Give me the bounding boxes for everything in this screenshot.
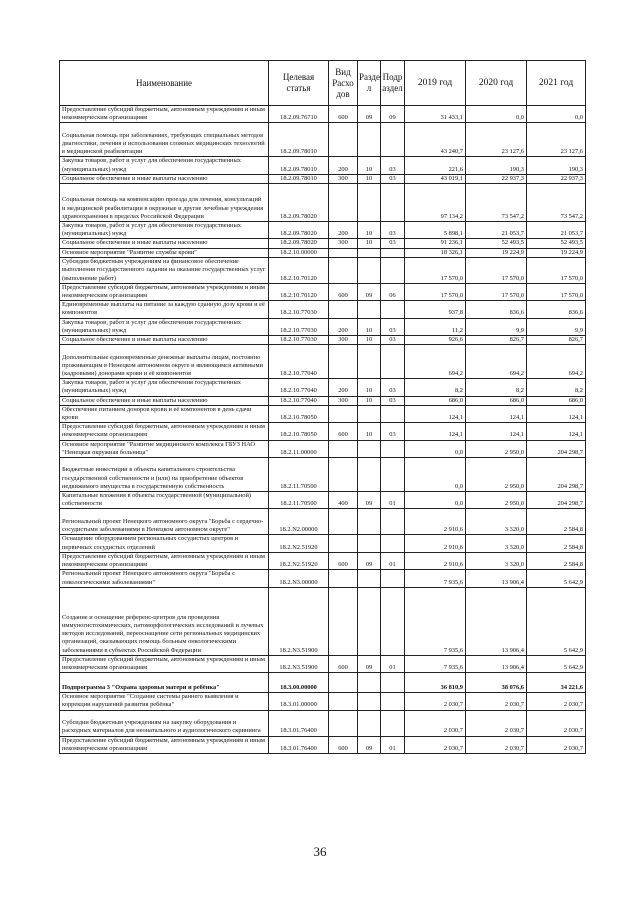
row-name: Предоставление субсидий бюджетным, автономным учреждениям и иным некоммерческим организациям [60, 655, 269, 672]
subsection [381, 440, 405, 457]
table-row [60, 222, 586, 239]
table-row [60, 336, 586, 345]
expense-type: 600 [329, 552, 358, 569]
table-row [60, 423, 586, 440]
amount-2020: 52 493,5 [466, 239, 527, 248]
section: 09 [358, 655, 381, 672]
amount-2019: 686,0 [405, 396, 466, 405]
amount-2019: 2 910,6 [405, 552, 466, 569]
subsection [381, 123, 405, 157]
section: 10 [358, 318, 381, 335]
amount-2021: 204 298,7 [527, 440, 586, 457]
amount-2021: 694,2 [527, 345, 586, 379]
target-article: 18.2.11.70500 [269, 458, 329, 492]
table-row [60, 736, 586, 753]
target-article: 18.2.09.78010 [269, 123, 329, 157]
amount-2020: 23 127,6 [466, 123, 527, 157]
row-name: Предоставление субсидий бюджетным, автономным учреждениям и иным некоммерческим организациям [60, 736, 269, 753]
section [358, 301, 381, 318]
row-name: Дополнительные единовременные денежные выплаты лицам, постоянно проживающим в Ненецком автономном округе и являющимся активными (кадровыми) донорами крови и её компонентов [60, 345, 269, 379]
amount-2021: 17 570,0 [527, 257, 586, 283]
expense-type: 300 [329, 336, 358, 345]
amount-2019: 7 935,6 [405, 655, 466, 672]
target-article: 18.2.10.70120 [269, 283, 329, 300]
expense-type [329, 405, 358, 422]
table-row [60, 283, 586, 300]
expense-type: 300 [329, 239, 358, 248]
amount-2021: 2 584,8 [527, 535, 586, 552]
amount-2019: 2 910,6 [405, 535, 466, 552]
section: 10 [358, 379, 381, 396]
section: 09 [358, 106, 381, 123]
amount-2019: 36 810,9 [405, 673, 466, 693]
row-name: Создание и оснащение референс-центров для проведения иммуногистохимических, патоморфологических исследований и лучевых методов исследований, переоснащение сети региональных медицинских организаций, оказывающих помощь больным онкологическими заболеваниями в субъектах Российской Федерации [60, 587, 269, 655]
target-article: 18.2.N2.51920 [269, 535, 329, 552]
header-name: Наименование [60, 61, 269, 106]
target-article: 18.2.09.78020 [269, 239, 329, 248]
target-article: 18.2.10.77030 [269, 301, 329, 318]
amount-2021: 2 584,8 [527, 552, 586, 569]
target-article: 18.2.10.77040 [269, 396, 329, 405]
section [358, 693, 381, 710]
amount-2021: 190,3 [527, 157, 586, 174]
subsection [381, 710, 405, 736]
section [358, 710, 381, 736]
target-article: 18.2.10.77040 [269, 345, 329, 379]
target-article: 18.3.00.00000 [269, 673, 329, 693]
expense-type: 300 [329, 396, 358, 405]
page-number: 36 [313, 844, 327, 859]
table-row [60, 710, 586, 736]
amount-2020: 9,9 [466, 318, 527, 335]
subsection: 03 [381, 239, 405, 248]
amount-2021: 836,6 [527, 301, 586, 318]
section [358, 587, 381, 655]
target-article: 18.3.01.76400 [269, 736, 329, 753]
row-name: Закупка товаров, работ и услуг для обеспечения государственных (муниципальных) нужд [60, 318, 269, 335]
subsection: 03 [381, 318, 405, 335]
amount-2019: 5 898,1 [405, 222, 466, 239]
table-row [60, 248, 586, 257]
section [358, 123, 381, 157]
amount-2019: 8,2 [405, 379, 466, 396]
amount-2020: 17 570,0 [466, 283, 527, 300]
target-article: 18.2.09.78020 [269, 222, 329, 239]
target-article: 18.2.N3.51900 [269, 587, 329, 655]
section: 10 [358, 423, 381, 440]
table-row [60, 509, 586, 535]
expense-type [329, 693, 358, 710]
subsection: 03 [381, 336, 405, 345]
expense-type [329, 509, 358, 535]
target-article: 18.2.N2.00000 [269, 509, 329, 535]
amount-2019: 0,0 [405, 440, 466, 457]
amount-2021: 23 127,6 [527, 123, 586, 157]
subsection [381, 570, 405, 587]
amount-2020: 826,7 [466, 336, 527, 345]
amount-2019: 17 570,0 [405, 283, 466, 300]
amount-2021: 686,0 [527, 396, 586, 405]
subsection: 03 [381, 174, 405, 183]
row-name: Социальное обеспечение и иные выплаты населению [60, 174, 269, 183]
table-row [60, 123, 586, 157]
expense-type [329, 440, 358, 457]
amount-2020: 13 906,4 [466, 655, 527, 672]
expense-type [329, 301, 358, 318]
target-article: 18.3.01.76400 [269, 710, 329, 736]
section: 09 [358, 283, 381, 300]
row-name: Подпрограмма 3 "Охрана здоровья матери и ребёнка" [60, 673, 269, 693]
amount-2019: 124,1 [405, 405, 466, 422]
row-name: Предоставление субсидий бюджетным, автономным учреждениям и иным некоммерческим организациям [60, 283, 269, 300]
expense-type [329, 248, 358, 257]
expense-type: 600 [329, 283, 358, 300]
amount-2020: 8,2 [466, 379, 527, 396]
row-name: Единовременные выплаты на питание за каждую сданную дозу крови и её компонентов [60, 301, 269, 318]
row-name: Социальное обеспечение и иные выплаты населению [60, 239, 269, 248]
subsection: 03 [381, 222, 405, 239]
table-row [60, 693, 586, 710]
table-row [60, 570, 586, 587]
amount-2021: 5 642,9 [527, 570, 586, 587]
row-name: Социальная помощь при заболеваниях, требующих специальных методов диагностики, лечения и использования сложных медицинских технологий в медицинской реабилитации [60, 123, 269, 157]
amount-2020: 2 030,7 [466, 736, 527, 753]
subsection: 03 [381, 423, 405, 440]
amount-2019: 31 433,1 [405, 106, 466, 123]
expense-type: 200 [329, 318, 358, 335]
amount-2019: 694,2 [405, 345, 466, 379]
subsection [381, 301, 405, 318]
amount-2020: 21 053,7 [466, 222, 527, 239]
subsection [381, 248, 405, 257]
row-name: Капитальные вложения в объекты государственной (муниципальной) собственности [60, 492, 269, 509]
table-row [60, 587, 586, 655]
row-name: Закупка товаров, работ и услуг для обеспечения государственных (муниципальных) нужд [60, 157, 269, 174]
section [358, 248, 381, 257]
target-article: 18.2.N2.51920 [269, 552, 329, 569]
header-expense-type: Вид Расхо дов [329, 61, 358, 106]
target-article: 18.2.10.70120 [269, 257, 329, 283]
row-name: Субсидии бюджетным учреждениям на финансовое обеспечение выполнения государственного задания на оказание государственных услуг (выполнение работ) [60, 257, 269, 283]
row-name: Социальная помощь на компенсацию проезда для лечения, консультаций и медицинской реабилитации в окружные и другие лечебные учреждения здравоохранения в пределах Российской Федерации [60, 184, 269, 222]
amount-2021: 204 298,7 [527, 458, 586, 492]
amount-2019: 926,6 [405, 336, 466, 345]
expense-type: 300 [329, 174, 358, 183]
section: 09 [358, 492, 381, 509]
subsection [381, 405, 405, 422]
row-name: Предоставление субсидий бюджетным, автономным учреждениям и иным некоммерческим организациям [60, 423, 269, 440]
expense-type [329, 257, 358, 283]
subsection: 03 [381, 379, 405, 396]
target-article: 18.2.09.76710 [269, 106, 329, 123]
amount-2020: 2 030,7 [466, 693, 527, 710]
amount-2019: 43 019,1 [405, 174, 466, 183]
expense-type: 600 [329, 423, 358, 440]
target-article: 18.2.09.78010 [269, 157, 329, 174]
table-row [60, 379, 586, 396]
amount-2019: 7 935,6 [405, 587, 466, 655]
subsection: 01 [381, 492, 405, 509]
row-name: Социальное обеспечение и иные выплаты населению [60, 396, 269, 405]
amount-2021: 124,1 [527, 405, 586, 422]
row-name: Бюджетные инвестиции в объекты капитального строительства государственной собственности и (или) на приобретение объектов недвижимого имущества в государственную собственность [60, 458, 269, 492]
target-article: 18.2.10.78050 [269, 423, 329, 440]
header-subsection: Подр аздел [381, 61, 405, 106]
amount-2020: 3 320,0 [466, 535, 527, 552]
section [358, 673, 381, 693]
amount-2019: 0,0 [405, 458, 466, 492]
row-name: Субсидии бюджетным учреждениям на закупку оборудования и расходных материалов для неонатального и аудиологического скрининга [60, 710, 269, 736]
expense-type: 200 [329, 379, 358, 396]
subsection: 01 [381, 552, 405, 569]
amount-2021: 5 642,9 [527, 655, 586, 672]
row-name: Оснащение оборудованием региональных сосудистых центров и первичных сосудистых отделений [60, 535, 269, 552]
subsection: 01 [381, 736, 405, 753]
expense-type [329, 535, 358, 552]
subsection [381, 509, 405, 535]
amount-2021: 5 642,9 [527, 587, 586, 655]
amount-2020: 190,3 [466, 157, 527, 174]
amount-2021: 34 221,6 [527, 673, 586, 693]
amount-2020: 2 950,0 [466, 492, 527, 509]
row-name: Региональный проект Ненецкого автономного округа "Борьба с онкологическими заболеваниями" [60, 570, 269, 587]
amount-2020: 17 570,0 [466, 257, 527, 283]
amount-2019: 18 326,1 [405, 248, 466, 257]
table-row [60, 257, 586, 283]
amount-2019: 97 134,2 [405, 184, 466, 222]
section: 10 [358, 157, 381, 174]
subsection [381, 345, 405, 379]
amount-2019: 2 910,6 [405, 509, 466, 535]
target-article: 18.2.N3.00000 [269, 570, 329, 587]
subsection [381, 693, 405, 710]
section [358, 509, 381, 535]
row-name: Обеспечение питанием доноров крови и её компонентов в день сдачи крови [60, 405, 269, 422]
amount-2021: 17 570,0 [527, 283, 586, 300]
subsection: 03 [381, 396, 405, 405]
row-name: Закупка товаров, работ и услуг для обеспечения государственных (муниципальных) нужд [60, 379, 269, 396]
amount-2020: 124,1 [466, 423, 527, 440]
table-row [60, 301, 586, 318]
row-name: Предоставление субсидий бюджетным, автономным учреждениям и иным некоммерческим организациям [60, 552, 269, 569]
table-row [60, 440, 586, 457]
amount-2021: 21 053,7 [527, 222, 586, 239]
section [358, 184, 381, 222]
header-section: Разде л [358, 61, 381, 106]
section [358, 345, 381, 379]
amount-2019: 17 570,0 [405, 257, 466, 283]
amount-2019: 2 030,7 [405, 693, 466, 710]
table-row [60, 174, 586, 183]
amount-2020: 13 906,4 [466, 570, 527, 587]
amount-2019: 43 240,7 [405, 123, 466, 157]
table-row [60, 345, 586, 379]
section [358, 440, 381, 457]
row-name: Основное мероприятие "Развитие медицинского комплекса ГБУЗ НАО "Ненецкая окружная больница" [60, 440, 269, 457]
target-article: 18.2.10.77030 [269, 318, 329, 335]
amount-2020: 38 076,6 [466, 673, 527, 693]
header-year-2021: 2021 год [527, 61, 586, 106]
section: 10 [358, 222, 381, 239]
amount-2019: 124,1 [405, 423, 466, 440]
amount-2019: 7 935,6 [405, 570, 466, 587]
amount-2021: 22 937,3 [527, 174, 586, 183]
expense-type [329, 673, 358, 693]
header-target-article: Целевая статья [269, 61, 329, 106]
table-row [60, 106, 586, 123]
amount-2021: 0,0 [527, 106, 586, 123]
amount-2020: 836,6 [466, 301, 527, 318]
amount-2021: 2 030,7 [527, 710, 586, 736]
amount-2019: 0,0 [405, 492, 466, 509]
expense-type: 600 [329, 736, 358, 753]
expense-type [329, 184, 358, 222]
amount-2020: 73 547,2 [466, 184, 527, 222]
amount-2020: 3 320,0 [466, 552, 527, 569]
subsection [381, 458, 405, 492]
subsection [381, 535, 405, 552]
amount-2021: 2 584,8 [527, 509, 586, 535]
expense-type: 600 [329, 106, 358, 123]
section: 10 [358, 239, 381, 248]
expense-type: 400 [329, 492, 358, 509]
subsection [381, 587, 405, 655]
table-header-row [60, 61, 586, 106]
table-row [60, 655, 586, 672]
target-article: 18.2.11.00000 [269, 440, 329, 457]
target-article: 18.2.10.77040 [269, 379, 329, 396]
section: 10 [358, 396, 381, 405]
header-year-2019: 2019 год [405, 61, 466, 106]
expense-type [329, 570, 358, 587]
amount-2019: 937,8 [405, 301, 466, 318]
amount-2019: 11,2 [405, 318, 466, 335]
target-article: 18.2.10.78050 [269, 405, 329, 422]
row-name: Закупка товаров, работ и услуг для обеспечения государственных (муниципальных) нужд [60, 222, 269, 239]
amount-2020: 2 950,0 [466, 458, 527, 492]
amount-2020: 0,0 [466, 106, 527, 123]
row-name: Основное мероприятие "Создание системы раннего выявления и коррекции нарушений развития ребёнка" [60, 693, 269, 710]
table-row [60, 405, 586, 422]
row-name: Социальное обеспечение и иные выплаты населению [60, 336, 269, 345]
amount-2021: 19 224,9 [527, 248, 586, 257]
row-name: Предоставление субсидий бюджетным, автономным учреждениям и иным некоммерческим организациям [60, 106, 269, 123]
target-article: 18.3.01.00000 [269, 693, 329, 710]
subsection: 09 [381, 106, 405, 123]
expense-type [329, 458, 358, 492]
table-row [60, 535, 586, 552]
table-row [60, 458, 586, 492]
subsection: 03 [381, 157, 405, 174]
section: 09 [358, 736, 381, 753]
amount-2020: 2 950,0 [466, 440, 527, 457]
subsection [381, 673, 405, 693]
subsection: 06 [381, 283, 405, 300]
target-article: 18.2.N3.51900 [269, 655, 329, 672]
amount-2021: 204 298,7 [527, 492, 586, 509]
section [358, 458, 381, 492]
table-body [60, 106, 586, 754]
section: 10 [358, 336, 381, 345]
amount-2021: 2 030,7 [527, 736, 586, 753]
table-row [60, 673, 586, 693]
amount-2019: 2 030,7 [405, 710, 466, 736]
target-article: 18.2.09.78020 [269, 184, 329, 222]
amount-2020: 22 937,3 [466, 174, 527, 183]
amount-2020: 19 224,9 [466, 248, 527, 257]
amount-2020: 2 030,7 [466, 710, 527, 736]
expense-type [329, 345, 358, 379]
expense-type [329, 587, 358, 655]
amount-2021: 826,7 [527, 336, 586, 345]
expense-type: 600 [329, 655, 358, 672]
table-row [60, 318, 586, 335]
amount-2020: 13 906,4 [466, 587, 527, 655]
table-row [60, 552, 586, 569]
amount-2019: 2 030,7 [405, 736, 466, 753]
expense-type: 200 [329, 157, 358, 174]
section: 10 [358, 174, 381, 183]
table-row [60, 184, 586, 222]
table-row [60, 492, 586, 509]
amount-2019: 91 236,1 [405, 239, 466, 248]
section [358, 570, 381, 587]
amount-2019: 221,6 [405, 157, 466, 174]
target-article: 18.2.10.77030 [269, 336, 329, 345]
subsection [381, 257, 405, 283]
table-row [60, 157, 586, 174]
target-article: 18.2.11.70500 [269, 492, 329, 509]
amount-2020: 686,0 [466, 396, 527, 405]
expense-type: 200 [329, 222, 358, 239]
section [358, 535, 381, 552]
section [358, 257, 381, 283]
budget-table [59, 60, 586, 754]
amount-2020: 124,1 [466, 405, 527, 422]
amount-2021: 52 493,5 [527, 239, 586, 248]
amount-2020: 694,2 [466, 345, 527, 379]
header-year-2020: 2020 год [466, 61, 527, 106]
row-name: Основное мероприятие "Развитие службы крови" [60, 248, 269, 257]
target-article: 18.2.10.00000 [269, 248, 329, 257]
table-row [60, 396, 586, 405]
amount-2021: 73 547,2 [527, 184, 586, 222]
amount-2021: 9,9 [527, 318, 586, 335]
expense-type [329, 123, 358, 157]
amount-2021: 8,2 [527, 379, 586, 396]
section: 09 [358, 552, 381, 569]
table-row [60, 239, 586, 248]
row-name: Региональный проект Ненецкого автономного округа "Борьба с сердечно-сосудистыми заболеваниями в Ненецком автономном округе" [60, 509, 269, 535]
amount-2020: 3 320,0 [466, 509, 527, 535]
section [358, 405, 381, 422]
subsection: 01 [381, 655, 405, 672]
amount-2021: 124,1 [527, 423, 586, 440]
expense-type [329, 710, 358, 736]
target-article: 18.2.09.78010 [269, 174, 329, 183]
subsection [381, 184, 405, 222]
amount-2021: 2 030,7 [527, 693, 586, 710]
